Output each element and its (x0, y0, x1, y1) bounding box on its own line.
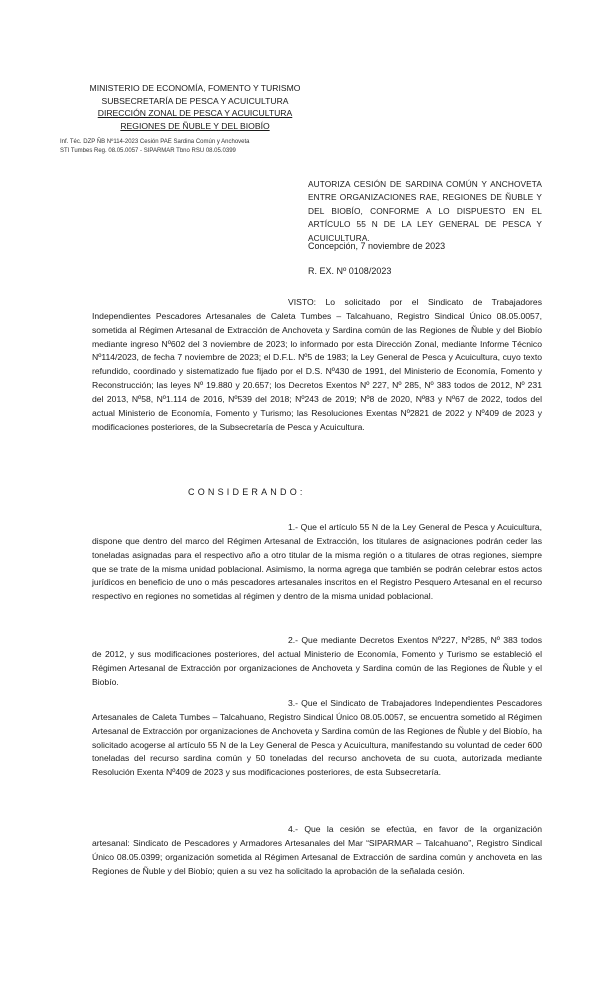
reference-block (60, 138, 250, 156)
considerando-text-1: 1.- Que el artículo 55 N de la Ley General de Pesca y Acuicultura, dispone que dentro del marco del Régimen Artesanal de Extracción, los titulares de asignaciones podrán ceder las toneladas asignadas para el respectivo año a otro titular de la misma región o a titulares de otras regiones, siempre que se trate de la misma unidad poblacional. Asimismo, la norma agrega que también se podrán celebrar estos actos jurídicos en beneficio de uno o más pescadores artesanales inscritos en el Registro Pesquero Artesanal en el recurso respectivo en regiones no sometidas al régimen y dentro de la misma unidad poblacional. (92, 522, 542, 602)
considerando-paragraph-4 (92, 823, 542, 878)
resolution-number: R. EX. Nº 0108/2023 (308, 266, 392, 276)
regions-name: REGIONES DE ÑUBLE Y DEL BIOBÍO (120, 120, 270, 131)
considerando-paragraph-3 (92, 697, 542, 780)
reference-line-1: Inf. Téc. DZP ÑB Nº114-2023 Cesión PAE Sardina Común y Anchoveta (60, 139, 250, 145)
considerando-text-4: 4.- Que la cesión se efectúa, en favor de la organización artesanal: Sindicato de Pescadores y Armadores Artesanales del Mar “SIPARMAR – Talcahuano”, Registro Sindical Único 08.05.0399; organización sometida al Régimen Artesanal de Extracción de sardina común y anchoveta en las Regiones de Ñuble y del Biobío; quien a su vez ha solicitado la aprobación de la señalada cesión. (92, 824, 542, 876)
considerando-text-3: 3.- Que el Sindicato de Trabajadores Independientes Pescadores Artesanales de Caleta Tumbes – Talcahuano, Registro Sindical Único 08.05.0057, se encuentra sometido al Régimen Artesanal de Extracción por organizaciones de Anchoveta y Sardina común de las Regiones de Ñuble y del Biobío, ha solicitado acogerse al artículo 55 N de la Ley General de Pesca y Acuicultura, manifestando su voluntad de ceder 600 toneladas del recurso sardina común y 50 toneladas del recurso anchoveta de su cuota, autorizada mediante Resolución Exenta Nº409 de 2023 y sus modificaciones posteriores, de esta Subsecretaría. (92, 698, 542, 778)
considerando-text-2: 2.- Que mediante Decretos Exentos Nº227, Nº285, Nº 383 todos de 2012, y sus modificaciones posteriores, del actual Ministerio de Economía, Fomento y Turismo se estableció el Régimen Artesanal de Extracción por organizaciones de Anchoveta y Sardina común de las Regiones de Ñuble y el Biobío. (92, 635, 542, 687)
visto-paragraph (92, 296, 542, 434)
considerando-title: CONSIDERANDO: (188, 487, 306, 497)
reference-line-2: STI Tumbes Reg. 08.05.0057 - SIPARMAR Tbno RSU 08.05.0399 (60, 148, 236, 154)
visto-text: VISTO: Lo solicitado por el Sindicato de Trabajadores Independientes Pescadores Artesanales de Caleta Tumbes – Talcahuano, Registro Sindical Único 08.05.0057, sometida al Régimen Artesanal de Extracción de Anchoveta y Sardina común de las Regiones de Ñuble y del Biobío mediante ingreso Nº602 del 3 noviembre de 2023; lo informado por esta Dirección Zonal, mediante Informe Técnico Nº114/2023, de fecha 7 noviembre de 2023; el D.F.L. Nº5 de 1983; la Ley General de Pesca y Acuicultura, cuyo texto refundido, coordinado y sistematizado fue fijado por el D.S. Nº430 de 1991, del Ministerio de Economía, Fomento y Reconstrucción; las leyes Nº 19.880 y 20.657; los Decretos Exentos Nº 227, Nº 285, Nº 383 todos de 2012, Nº 231 del 2013, Nº58, Nº1.114 de 2016, Nº539 del 2018; Nº243 de 2019; Nº8 de 2020, Nº83 y Nº67 de 2022, todos del actual Ministerio de Economía, Fomento y Turismo; las Resoluciones Exentas Nº2821 de 2022 y Nº409 de 2023 y modificaciones posteriores, de la Subsecretaría de Pesca y Acuicultura. (92, 297, 542, 432)
authorization-summary: AUTORIZA CESIÓN DE SARDINA COMÚN Y ANCHOVETA ENTRE ORGANIZACIONES RAE, REGIONES DE ÑUBLE Y DEL BIOBÍO, CONFORME A LO DISPUESTO EN EL ARTÍCULO 55 N DE LA LEY GENERAL DE PESCA Y ACUICULTURA. (308, 179, 542, 243)
ministry-header (80, 82, 310, 132)
zonal-direction-name: DIRECCIÓN ZONAL DE PESCA Y ACUICULTURA (97, 108, 293, 118)
considerando-paragraph-1 (92, 521, 542, 604)
considerando-paragraph-2 (92, 634, 542, 689)
subsecretary-name: SUBSECRETARÍA DE PESCA Y ACUICULTURA (101, 95, 289, 106)
ministry-name: MINISTERIO DE ECONOMÍA, FOMENTO Y TURISMO (89, 83, 301, 93)
document-date: Concepción, 7 noviembre de 2023 (308, 241, 446, 251)
